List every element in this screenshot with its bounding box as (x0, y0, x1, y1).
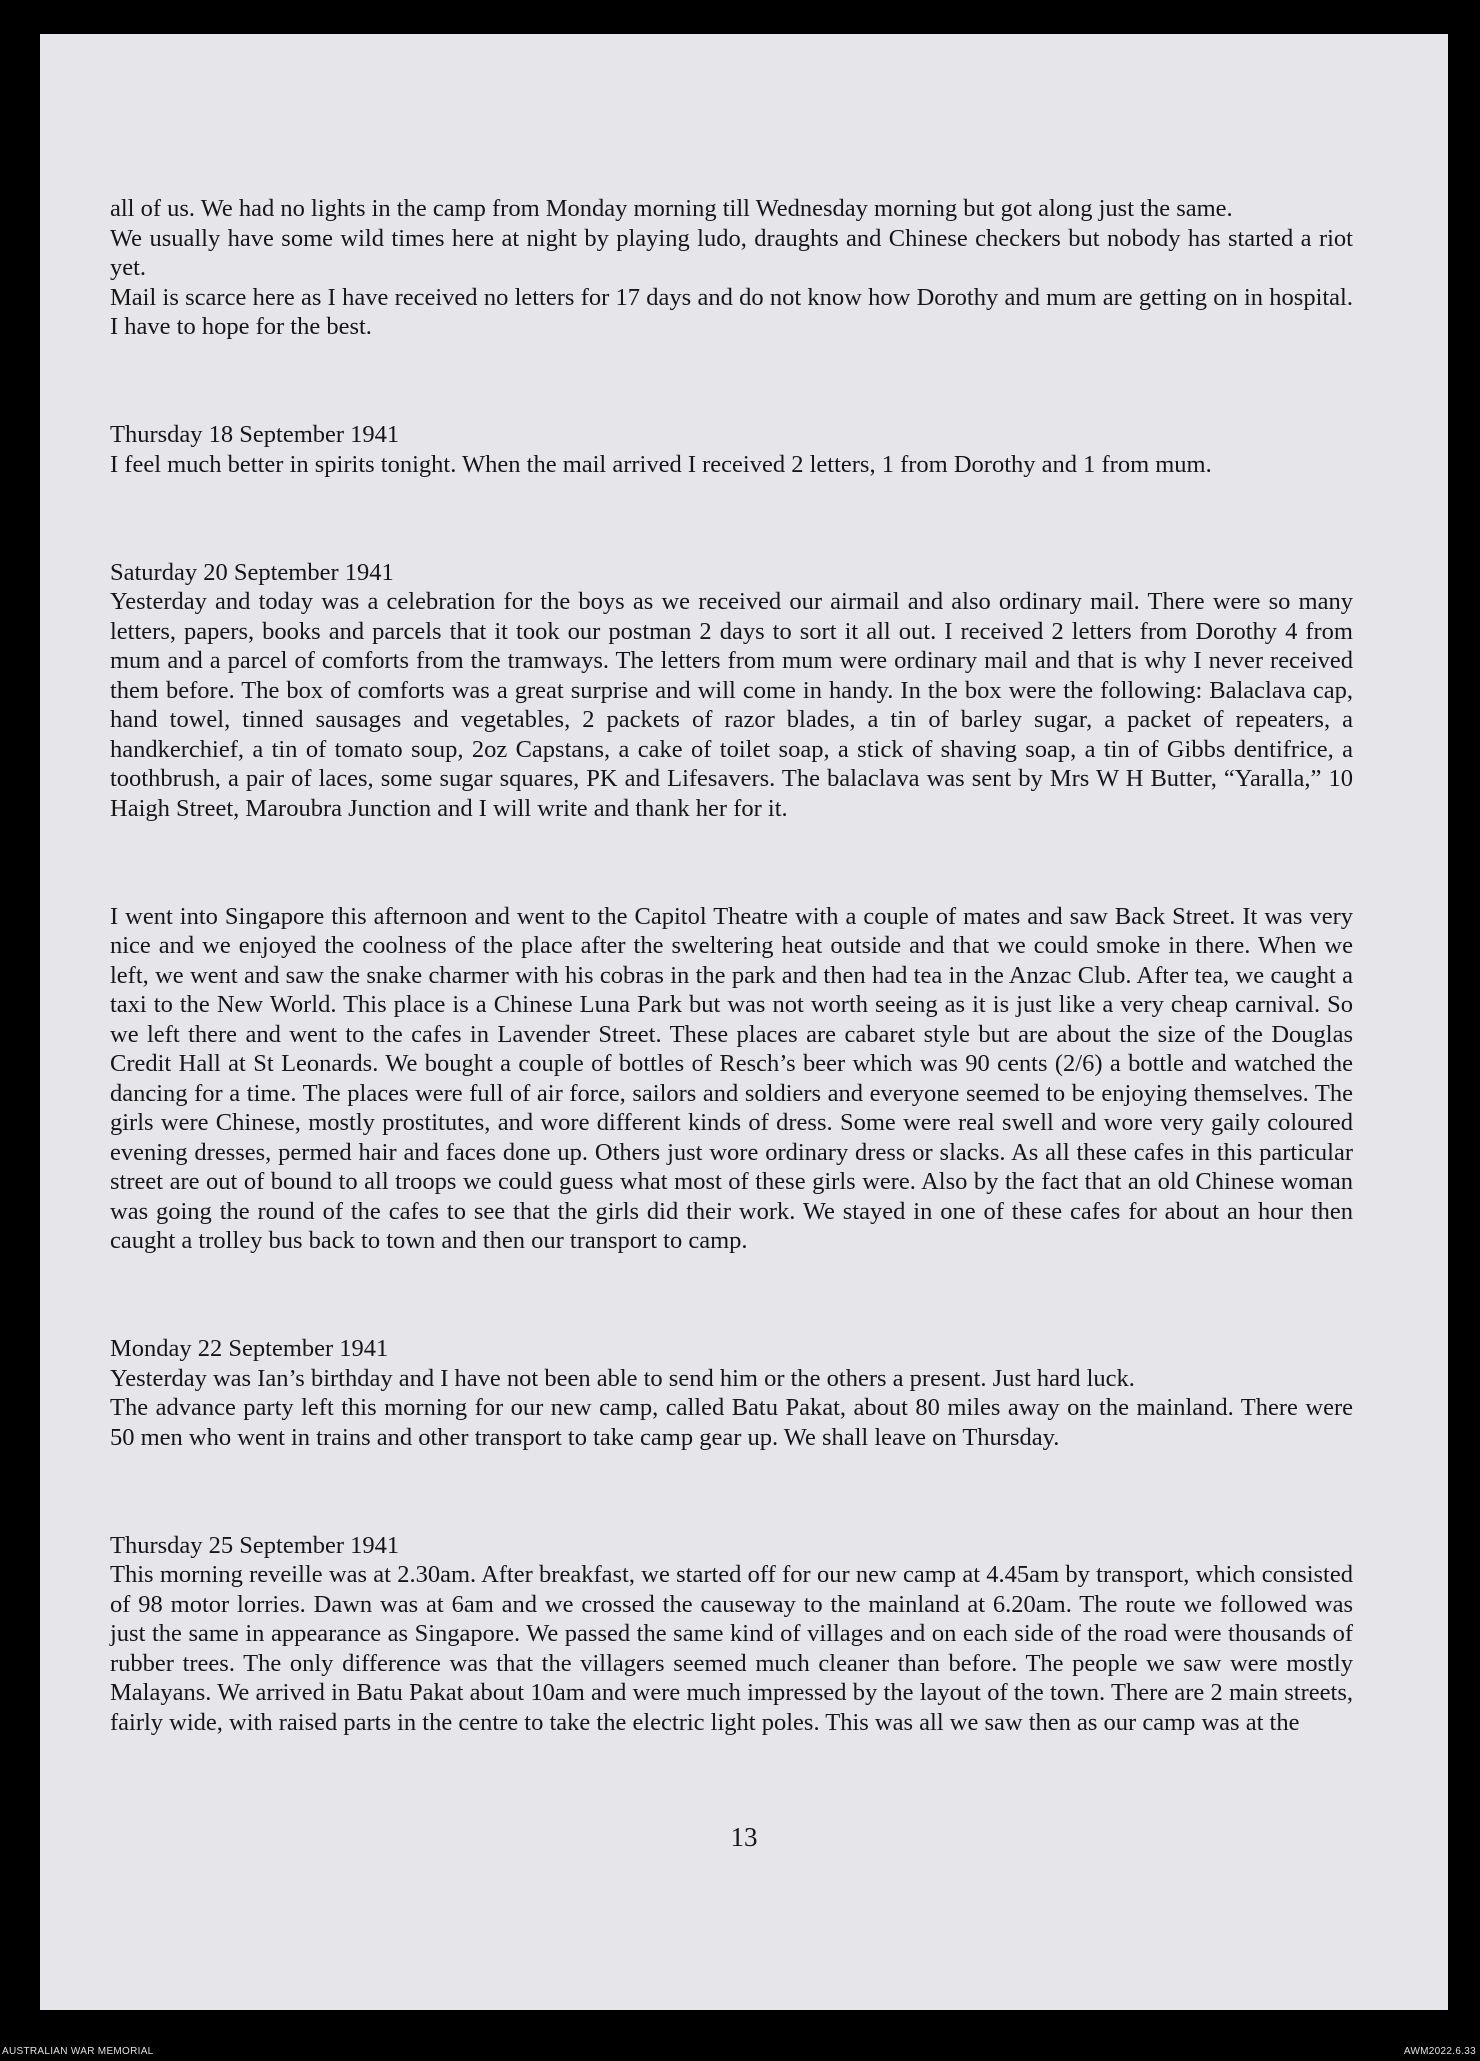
text-paragraph: I feel much better in spirits tonight. When the mail arrived I received 2 letters, 1 from Dorothy and 1 from mum. (110, 450, 1212, 478)
blank-line (110, 1280, 1353, 1310)
text-paragraph: all of us. We had no lights in the camp from Monday morning till Wednesday morning but got along just the same. (110, 195, 1233, 222)
blank-line (110, 1477, 1353, 1507)
text-paragraph: This morning reveille was at 2.30am. After breakfast, we started off for our new camp at 4.45am by transport, which consisted of 98 motor lorries. Dawn was at 6am and we crossed the causeway to the mainland at 6.20am. The route we followed was just the same in appearance as Singapore. We passed the same kind of villages and on each side of the road were thousands of rubber trees. The only difference was that the villagers seemed much cleaner than before. The people we saw were mostly Malayans. We arrived in Batu Pakat about 10am and were much impressed by the layout of the town. There are 2 main streets, fairly wide, with raised parts in the centre to take the electric light poles. This was all we saw then as our camp was at the (110, 1561, 1353, 1736)
blank-line (110, 366, 1353, 396)
document-page (40, 34, 1448, 2010)
text-paragraph: Mail is scarce here as I have received no letters for 17 days and do not know how Dorothy and mum are getting on in hospital. I have to hope for the best. (110, 283, 1353, 340)
text-paragraph: Thursday 25 September 1941 (110, 1531, 400, 1559)
text-paragraph: Monday 22 September 1941 (110, 1335, 389, 1362)
footer-left-label: AUSTRALIAN WAR MEMORIAL (2, 2046, 154, 2057)
text-paragraph: Yesterday was Ian’s birthday and I have not been able to send him or the others a present. Just hard luck. (110, 1364, 1135, 1392)
blank-line (110, 848, 1353, 878)
page-number: 13 (730, 1822, 758, 1852)
diary-text (110, 194, 1353, 1737)
text-paragraph: Saturday 20 September 1941 (110, 558, 394, 586)
text-paragraph: We usually have some wild times here at night by playing ludo, draughts and Chinese checkers but nobody has started a riot yet. (110, 224, 1353, 281)
text-paragraph: Thursday 18 September 1941 (110, 421, 400, 448)
text-paragraph: The advance party left this morning for our new camp, called Batu Pakat, about 80 miles away on the mainland. There were 50 men who went in trains and other transport to take camp gear up. We shall leave on Thursday. (110, 1394, 1353, 1451)
text-paragraph: I went into Singapore this afternoon and went to the Capitol Theatre with a couple of mates and saw Back Street. It was very nice and we enjoyed the coolness of the place after the sweltering heat outside and that we could smoke in there. When we left, we went and saw the snake charmer with his cobras in the park and then had tea in the Anzac Club. After tea, we caught a taxi to the New World. This place is a Chinese Luna Park but was not worth seeing as it is just like a very cheap carnival. So we left there and went to the cafes in Lavender Street. These places are cabaret style but are about the size of the Douglas Credit Hall at St Leonards. We bought a couple of bottles of Resch’s beer which was 90 cents (2/6) a bottle and watched the dancing for a time. The places were full of air force, sailors and soldiers and everyone seemed to be enjoying themselves. The girls were Chinese, mostly prostitutes, and wore different kinds of dress. Some were real swell and wore very gaily coloured evening dresses, permed hair and faces done up. Others just wore ordinary dress or slacks. As all these cafes in this particular street are out of bound to all troops we could guess what most of these girls were. Also by the fact that an old Chinese woman was going the round of the cafes to see that the girls did their work. We stayed in one of these cafes for about an hour then caught a trolley bus back to town and then our transport to camp. (110, 902, 1353, 1254)
footer-right-label: AWM2022.6.33 (1403, 2046, 1476, 2057)
blank-line (110, 504, 1353, 534)
text-paragraph: Yesterday and today was a celebration for the boys as we received our airmail and also ordinary mail. There were so many letters, papers, books and parcels that it took our postman 2 days to sort it all out. I received 2 letters from Dorothy 4 from mum and a parcel of comforts from the tramways. The letters from mum were ordinary mail and that is why I never received them before. The box of comforts was a great surprise and will come in handy. In the box were the following: Balaclava cap, hand towel, tinned sausages and vegetables, 2 packets of razor blades, a tin of barley sugar, a packet of repeaters, a handkerchief, a tin of tomato soup, 2oz Capstans, a cake of toilet soap, a stick of shaving soap, a tin of Gibbs dentifrice, a toothbrush, a pair of laces, some sugar squares, PK and Lifesavers. The balaclava was sent by Mrs W H Butter, “Yaralla,” 10 Haigh Street, Maroubra Junction and I will write and thank her for it. (110, 588, 1353, 822)
